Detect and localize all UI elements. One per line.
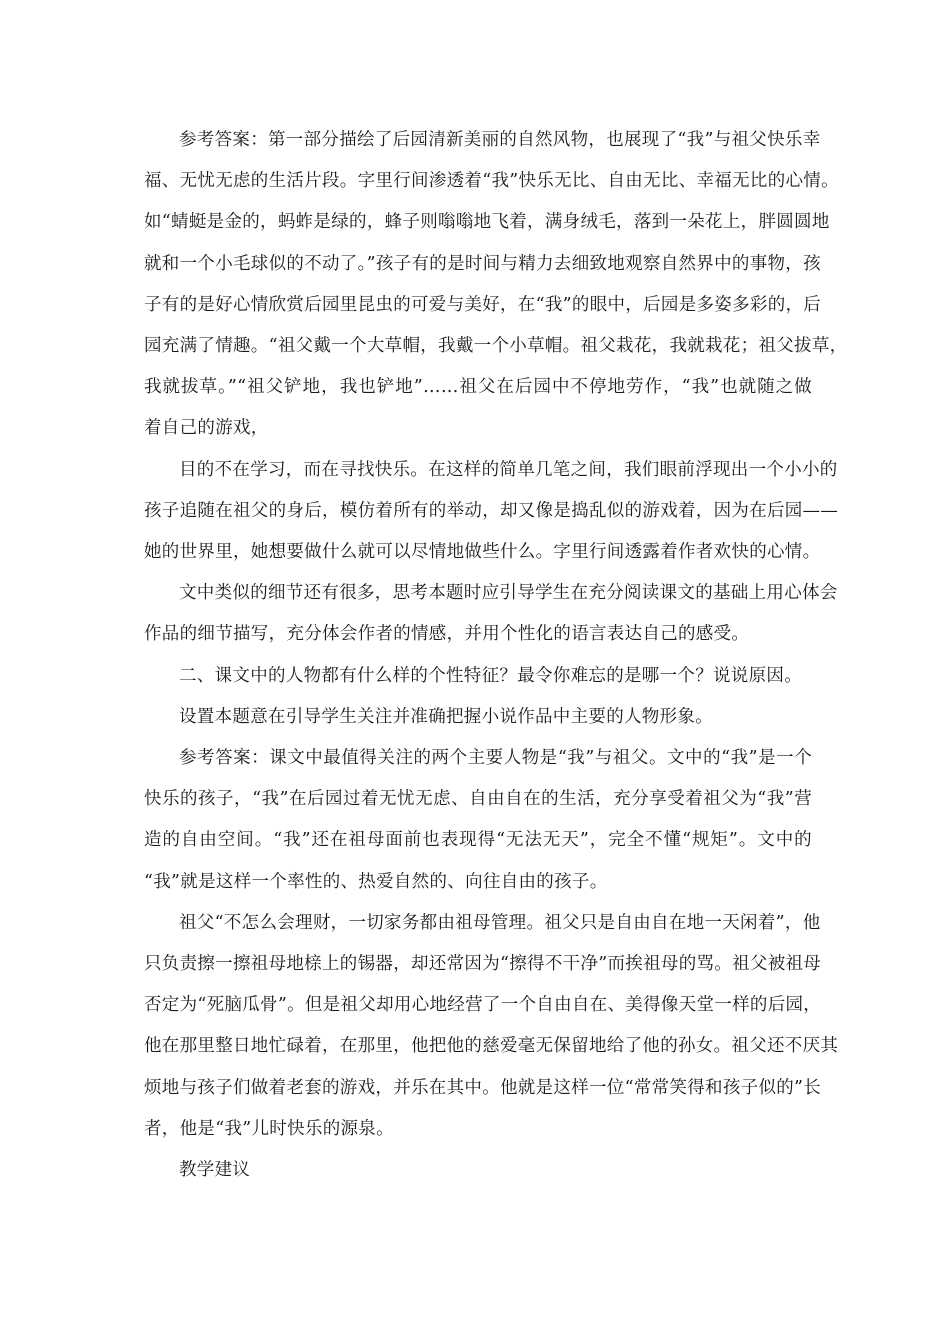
paragraph-similar-details <box>144 573 838 655</box>
text-line: 文中类似的细节还有很多，思考本题时应引导学生在充分阅读课文的基础上用心体会 <box>179 583 838 604</box>
text-line: 孩子追随在祖父的身后，模仿着所有的举动，却又像是捣乱似的游戏着，因为在后园—— <box>144 500 839 521</box>
text-line: 作品的细节描写，充分体会作者的情感，并用个性化的语言表达自己的感受。 <box>144 624 750 645</box>
text-line: 参考答案：课文中最值得关注的两个主要人物是“我”与祖父。文中的“我”是一个 <box>179 748 812 769</box>
document-page <box>144 120 848 1191</box>
text-line: 造的自由空间。“我”还在祖母面前也表现得“无法无天”，完全不懂“规矩”。文中的 <box>144 830 812 851</box>
text-line: 我就拔草。”“祖父铲地，我也铲地”……祖父在后园中不停地劳作，“我”也就随之做 <box>144 377 812 398</box>
paragraph-answer-part-two <box>144 738 812 903</box>
text-line: 他在那里整日地忙碌着，在那里，他把他的慈爱毫无保留地给了他的孙女。祖父还不厌其 <box>144 1036 839 1057</box>
text-line: “我”就是这样一个率性的、热爱自然的、向往自由的孩子。 <box>144 871 608 892</box>
text-line: 设置本题意在引导学生关注并准确把握小说作品中主要的人物形象。 <box>179 706 713 727</box>
text-line: 就和一个小毛球似的不动了。”孩子有的是时间与精力去细致地观察自然界中的事物，孩 <box>144 253 821 274</box>
text-line: 目的不在学习，而在寻找快乐。在这样的简单几笔之间，我们眼前浮现出一个小小的 <box>179 459 838 480</box>
paragraph-question-two-purpose <box>144 697 812 738</box>
paragraph-answer-part-one <box>144 120 848 450</box>
text-line: 者，他是“我”儿时快乐的源泉。 <box>144 1118 394 1139</box>
text-line: 快乐的孩子，“我”在后园过着无忧无虑、自由自在的生活，充分享受着祖父为“我”营 <box>144 789 812 810</box>
text-line: 参考答案：第一部分描绘了后园清新美丽的自然风物，也展现了“我”与祖父快乐幸 <box>179 130 821 150</box>
paragraph-teaching-suggestion <box>144 1150 812 1191</box>
text-line: 园充满了情趣。“祖父戴一个大草帽，我戴一个小草帽。祖父栽花，我就栽花；祖父拔草， <box>144 336 848 357</box>
text-line: 只负责擦一擦祖母地榇上的锡器，却还常因为“擦得不干净”而挨祖母的骂。祖父被祖母 <box>144 954 822 975</box>
text-line: 烦地与孩子们做着老套的游戏，并乐在其中。他就是这样一位“常常笑得和孩子似的”长 <box>144 1077 822 1098</box>
text-line: 她的世界里，她想要做什么就可以尽情地做些什么。字里行间透露着作者欢快的心情。 <box>144 542 821 563</box>
text-line: 福、无忧无虑的生活片段。字里行间渗透着“我”快乐无比、自由无比、幸福无比的心情。 <box>144 171 839 192</box>
text-line: 如“蜻蜓是金的，蚂蚱是绿的，蜂子则嗡嗡地飞着，满身绒毛，落到一朵花上，胖圆圆地 <box>144 212 830 233</box>
paragraph-question-two <box>144 656 812 697</box>
paragraph-purpose-paragraph <box>144 450 839 574</box>
text-line: 否定为“死脑瓜骨”。但是祖父却用心地经营了一个自由自在、美得像天堂一样的后园， <box>144 995 822 1016</box>
text-line: 着自己的游戏， <box>144 418 269 439</box>
text-line: 教学建议 <box>179 1160 251 1181</box>
paragraph-grandfather-paragraph <box>144 903 839 1150</box>
text-line: 二、课文中的人物都有什么样的个性特征？最令你难忘的是哪一个？说说原因。 <box>179 665 802 686</box>
text-line: 祖父“不怎么会理财，一切家务都由祖母管理。祖父只是自由自在地一天闲着”，他 <box>179 912 821 933</box>
text-line: 子有的是好心情欣赏后园里昆虫的可爱与美好，在“我”的眼中，后园是多姿多彩的，后 <box>144 294 822 315</box>
